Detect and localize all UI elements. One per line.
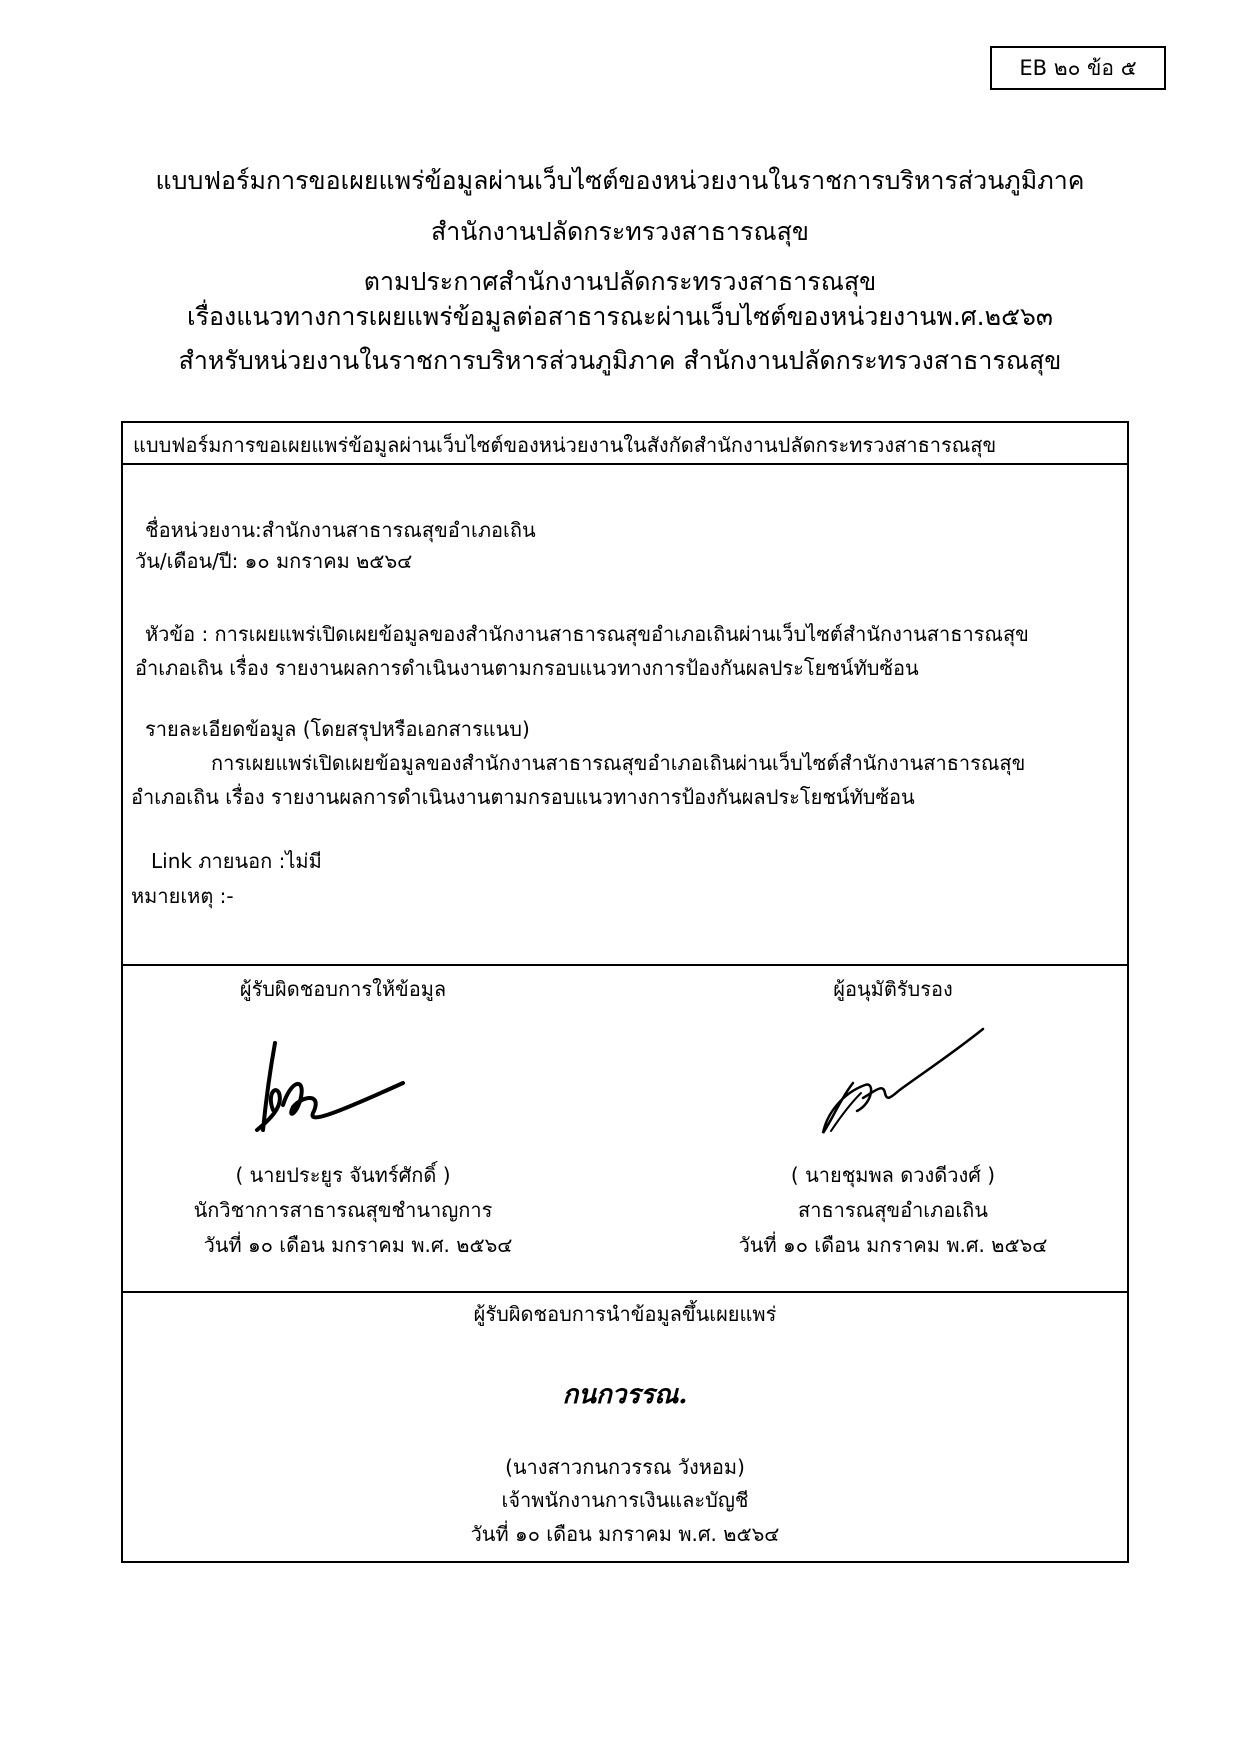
publisher-signature: กนกวรรณ.	[562, 1380, 688, 1410]
document-reference-box: EB ๒๐ ข้อ ๕	[990, 46, 1166, 90]
publisher-position: เจ้าพนักงานการเงินและบัญชี	[501, 1488, 749, 1512]
form-title: แบบฟอร์มการขอเผยแพร่ข้อมูลผ่านเว็บไซต์ของหน่วยงานในสังกัดสำนักงานปลัดกระทรวงสาธารณสุข	[133, 433, 997, 457]
right-signer-date: วันที่ ๑๐ เดือน มกราคม พ.ศ. ๒๕๖๔	[738, 1233, 1048, 1257]
details-line-1: การเผยแพร่เปิดเผยข้อมูลของสำนักงานสาธารณสุขอำเภอเถินผ่านเว็บไซต์สำนักงานสาธารณสุข	[211, 751, 1026, 775]
divider	[123, 964, 1127, 966]
right-signature	[813, 1013, 993, 1143]
subject-line-2: อำเภอเถิน เรื่อง รายงานผลการดำเนินงานตามกรอบแนวทางการป้องกันผลประโยชน์ทับซ้อน	[135, 656, 919, 680]
left-signer-role: ผู้รับผิดชอบการให้ข้อมูล	[239, 977, 447, 1001]
header-title-line-3: ตามประกาศสำนักงานปลัดกระทรวงสาธารณสุข	[363, 267, 877, 296]
remark: หมายเหตุ :-	[131, 884, 234, 908]
header-title-line-2: สำนักงานปลัดกระทรวงสาธารณสุข	[431, 217, 809, 246]
divider	[123, 1291, 1127, 1293]
right-signer-position: สาธารณสุขอำเภอเถิน	[798, 1198, 988, 1222]
form-table	[121, 421, 1129, 1563]
header-title-line-4: เรื่องแนวทางการเผยแพร่ข้อมูลต่อสาธารณะผ่านเว็บไซต์ของหน่วยงานพ.ศ.๒๕๖๓	[187, 302, 1053, 331]
divider	[123, 463, 1127, 465]
publisher-name: (นางสาวกนกวรรณ วังหอม)	[505, 1455, 745, 1479]
right-signer-name: ( นายชุมพล ดวงดีวงศ์ )	[790, 1163, 996, 1187]
publisher-role: ผู้รับผิดชอบการนำข้อมูลขึ้นเผยแพร่	[473, 1302, 777, 1326]
form-date: วัน/เดือน/ปี: ๑๐ มกราคม ๒๕๖๔	[135, 549, 413, 573]
subject-line-1: หัวข้อ : การเผยแพร่เปิดเผยข้อมูลของสำนักงานสาธารณสุขอำเภอเถินผ่านเว็บไซต์สำนักงานสาธารณสุข	[145, 622, 1029, 646]
header-title-line-5: สำหรับหน่วยงานในราชการบริหารส่วนภูมิภาค สำนักงานปลัดกระทรวงสาธารณสุข	[178, 346, 1062, 375]
publisher-date: วันที่ ๑๐ เดือน มกราคม พ.ศ. ๒๕๖๔	[470, 1522, 780, 1546]
header-title-line-1: แบบฟอร์มการขอเผยแพร่ข้อมูลผ่านเว็บไซต์ของหน่วยงานในราชการบริหารส่วนภูมิภาค	[155, 166, 1085, 195]
agency-name: ชื่อหน่วยงาน:สำนักงานสาธารณสุขอำเภอเถิน	[145, 518, 536, 542]
left-signature	[253, 1035, 413, 1145]
left-signer-position: นักวิชาการสาธารณสุขชำนาญการ	[193, 1198, 493, 1222]
details-line-2: อำเภอเถิน เรื่อง รายงานผลการดำเนินงานตามกรอบแนวทางการป้องกันผลประโยชน์ทับซ้อน	[131, 785, 915, 809]
left-signer-name: ( นายประยูร จันทร์ศักดิ์ )	[235, 1163, 451, 1187]
left-signer-date: วันที่ ๑๐ เดือน มกราคม พ.ศ. ๒๕๖๔	[203, 1233, 513, 1257]
external-link: Link ภายนอก :ไม่มี	[151, 849, 322, 873]
right-signer-role: ผู้อนุมัติรับรอง	[833, 977, 953, 1001]
details-label: รายละเอียดข้อมูล (โดยสรุปหรือเอกสารแนบ)	[145, 717, 530, 741]
